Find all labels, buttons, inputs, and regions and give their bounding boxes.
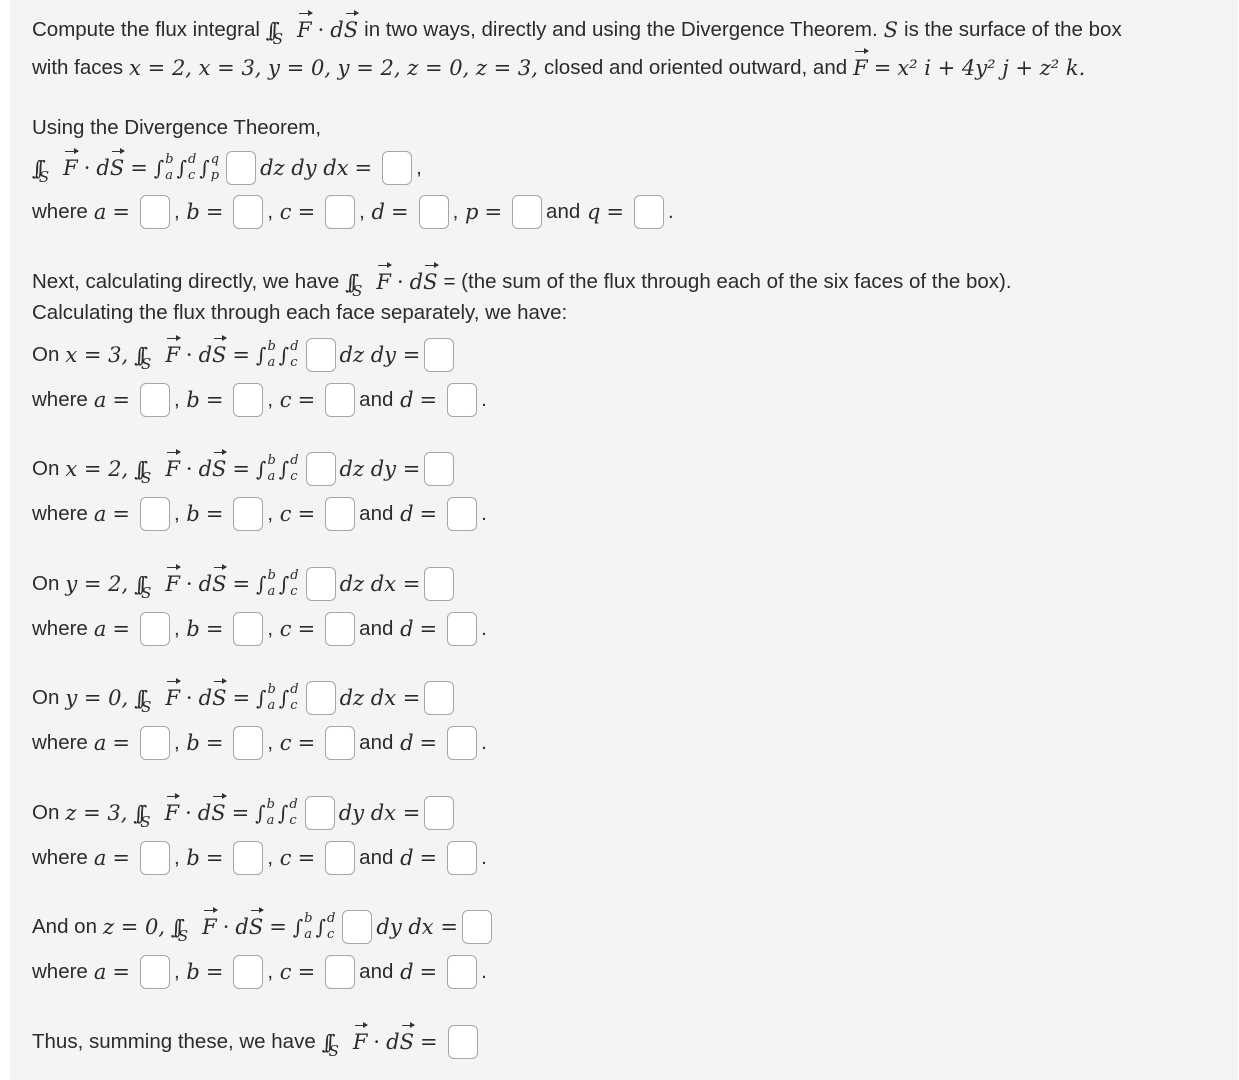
where-label: where [32, 200, 88, 223]
intro-text-a: Compute the flux integral [32, 18, 260, 41]
face-label: y = 0, [65, 686, 129, 710]
face-integrand-input[interactable] [306, 681, 336, 715]
face-a-input[interactable] [140, 383, 170, 417]
and-label: and [359, 502, 394, 525]
face-b-input[interactable] [233, 497, 263, 531]
face-a-input[interactable] [140, 955, 170, 989]
faces-math: x = 2, x = 3, y = 0, y = 2, z = 0, z = 3, [129, 56, 538, 80]
face-prefix: On [32, 801, 60, 824]
face-limits-line: where a = , b = , c = and d = . [32, 497, 487, 531]
direct-intro-c: Calculating the flux through each face separately, we have: [32, 301, 568, 324]
face-limits-line: where a = , b = , c = and d = . [32, 383, 487, 417]
face-integral-line: On x = 3, $\int\int_S$ F · d S = ∫ b a ∫ d c dz dy = [32, 338, 458, 372]
summary-line: Thus, summing these, we have $\int\int_S$ F · d S = [32, 1025, 482, 1059]
face-label: y = 2, [65, 572, 129, 596]
div-p-input[interactable] [512, 195, 542, 229]
divergence-limits-line: where a = , b = , c = , d = , p = and q = . [32, 195, 674, 229]
face-prefix: On [32, 343, 60, 366]
face-limits-line: where a = , b = , c = and d = . [32, 841, 487, 875]
divergence-integrand-input[interactable] [226, 151, 256, 185]
face-integrand-input[interactable] [305, 796, 335, 830]
face-c-input[interactable] [325, 612, 355, 646]
face-result-input[interactable] [424, 338, 454, 372]
and-label: and [546, 200, 581, 223]
face-integral-line: And on z = 0, $\int\int_S$ F · d S = ∫ b a ∫ d c dy dx = [32, 910, 496, 944]
face-integrand-input[interactable] [306, 567, 336, 601]
vector-F: F [297, 15, 312, 45]
face-d-input[interactable] [447, 497, 477, 531]
face-prefix: And on [32, 915, 97, 938]
face-c-input[interactable] [325, 726, 355, 760]
and-label: and [359, 846, 394, 869]
face-differential: dy dx [338, 801, 397, 825]
summary-text: Thus, summing these, we have [32, 1030, 316, 1053]
direct-intro-a: Next, calculating directly, we have [32, 270, 340, 293]
where-label: where [32, 960, 88, 983]
face-label: x = 2, [65, 457, 129, 481]
face-label: x = 3, [65, 343, 129, 367]
face-integrand-input[interactable] [306, 338, 336, 372]
face-integrand-input[interactable] [306, 452, 336, 486]
face-b-input[interactable] [233, 955, 263, 989]
face-result-input[interactable] [424, 796, 454, 830]
face-b-input[interactable] [233, 841, 263, 875]
face-a-input[interactable] [140, 726, 170, 760]
direct-intro-line: Next, calculating directly, we have $\int\int_S$ F · d S = (the sum of the flux through each of the six faces of the box). [32, 266, 1012, 298]
face-b-input[interactable] [233, 726, 263, 760]
field-rhs: x² i + 4y² j + z² k. [897, 56, 1086, 80]
face-integral-line: On x = 2, $\int\int_S$ F · d S = ∫ b a ∫ d c dz dy = [32, 452, 458, 486]
divergence-differential: dz dy dx [260, 156, 349, 180]
intro-text-c: is the surface of the box [904, 18, 1122, 41]
divergence-heading: Using the Divergence Theorem, [32, 116, 322, 139]
face-b-input[interactable] [233, 383, 263, 417]
face-prefix: On [32, 572, 60, 595]
face-limits-line: where a = , b = , c = and d = . [32, 612, 487, 646]
face-prefix: On [32, 457, 60, 480]
face-integral-line: On y = 0, $\int\int_S$ F · d S = ∫ b a ∫ d c dz dx = [32, 681, 458, 715]
total-flux-input[interactable] [448, 1025, 478, 1059]
where-label: where [32, 502, 88, 525]
face-d-input[interactable] [447, 841, 477, 875]
face-c-input[interactable] [325, 955, 355, 989]
and-label: and [359, 617, 394, 640]
face-c-input[interactable] [325, 497, 355, 531]
face-d-input[interactable] [447, 612, 477, 646]
face-differential: dy dx [376, 915, 434, 939]
div-d-input[interactable] [419, 195, 449, 229]
face-integral-line: On z = 3, $\int\int_S$ F · d S = ∫ b a ∫ d c dy dx = [32, 796, 458, 830]
div-a-input[interactable] [140, 195, 170, 229]
intro-text-faces-label: with faces [32, 56, 124, 79]
div-q-input[interactable] [634, 195, 664, 229]
face-a-input[interactable] [140, 841, 170, 875]
surface-S: S [883, 18, 899, 42]
intro-text-d: closed and oriented outward, and [543, 56, 848, 79]
face-a-input[interactable] [140, 497, 170, 531]
face-result-input[interactable] [424, 681, 454, 715]
div-b-input[interactable] [233, 195, 263, 229]
face-c-input[interactable] [325, 383, 355, 417]
face-d-input[interactable] [447, 383, 477, 417]
face-result-input[interactable] [424, 452, 454, 486]
intro-line-1: Compute the flux integral $\int\int_S$ F · d S in two ways, directly and using the Divergence Theorem. S is the surface of the box [32, 14, 1122, 46]
face-label: z = 0, [102, 915, 166, 939]
face-prefix: On [32, 686, 60, 709]
double-integral-symbol: $\int\int_S$ [265, 18, 284, 48]
face-c-input[interactable] [325, 841, 355, 875]
where-label: where [32, 617, 88, 640]
face-d-input[interactable] [447, 955, 477, 989]
face-integrand-input[interactable] [342, 910, 372, 944]
intro-text-b: in two ways, directly and using the Divergence Theorem. [364, 18, 878, 41]
problem-card [10, 0, 1238, 1080]
divergence-result-input[interactable] [382, 151, 412, 185]
face-differential: dz dx [339, 572, 397, 596]
face-a-input[interactable] [140, 612, 170, 646]
direct-intro-b: = (the sum of the flux through each of the six faces of the box). [443, 270, 1012, 293]
where-label: where [32, 388, 88, 411]
face-label: z = 3, [65, 801, 128, 825]
face-result-input[interactable] [424, 567, 454, 601]
and-label: and [359, 960, 394, 983]
intro-line-2: with faces x = 2, x = 3, y = 0, y = 2, z = 0, z = 3, closed and oriented outward, and F = x² i + 4y² j + z² k. [32, 53, 1085, 83]
field-lhs: F [853, 53, 868, 83]
face-result-input[interactable] [462, 910, 492, 944]
face-differential: dz dy [339, 343, 397, 367]
face-d-input[interactable] [447, 726, 477, 760]
and-label: and [359, 731, 394, 754]
where-label: where [32, 846, 88, 869]
where-label: where [32, 731, 88, 754]
face-limits-line: where a = , b = , c = and d = . [32, 955, 487, 989]
face-differential: dz dy [339, 457, 397, 481]
divergence-integral-line: $\int\int_S$ F · d S = ∫ b a ∫ d c ∫ q p dz dy dx = , [32, 152, 422, 186]
face-integral-line: On y = 2, $\int\int_S$ F · d S = ∫ b a ∫ d c dz dx = [32, 567, 458, 601]
face-limits-line: where a = , b = , c = and d = . [32, 726, 487, 760]
div-c-input[interactable] [325, 195, 355, 229]
and-label: and [359, 388, 394, 411]
face-differential: dz dx [339, 686, 397, 710]
face-b-input[interactable] [233, 612, 263, 646]
